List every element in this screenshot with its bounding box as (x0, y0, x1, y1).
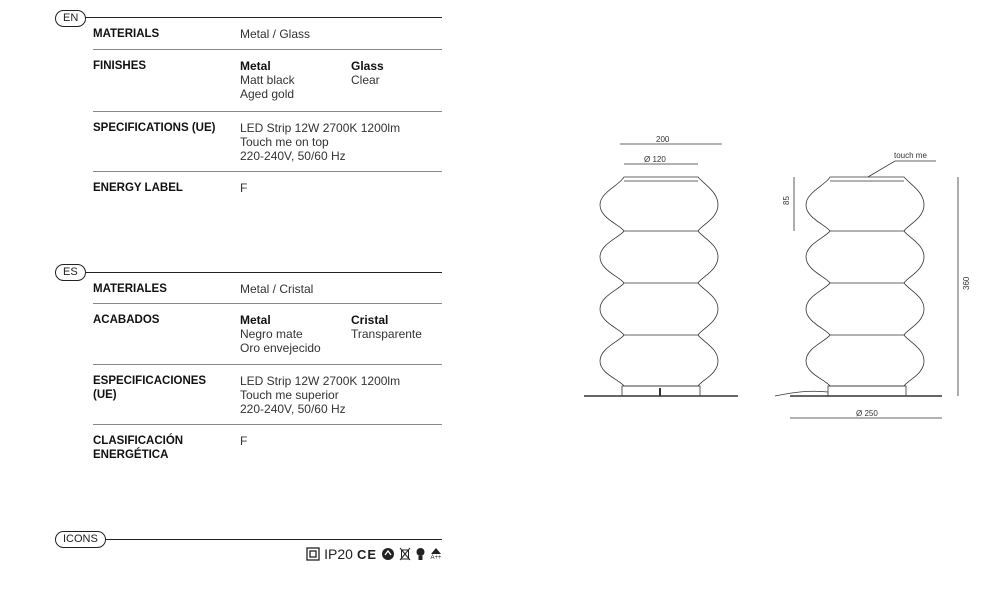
acabados-col-metal (240, 313, 321, 355)
section-icons (55, 531, 442, 571)
finish-title-glass: Glass (351, 59, 384, 73)
spec-line: 220-240V, 50/60 Hz (240, 149, 346, 163)
finish-item: Oro envejecido (240, 341, 321, 355)
acabados-col-cristal (351, 313, 422, 341)
led-bulb-icon (415, 547, 426, 561)
row-specifications (93, 121, 442, 172)
finish-title-cristal: Cristal (351, 313, 389, 327)
specifications-label: SPECIFICATIONS (UE) (93, 122, 216, 134)
total-height-label: 360 (962, 276, 971, 290)
finishes-col-glass (351, 59, 384, 87)
section-en (55, 10, 442, 210)
spec-line: LED Strip 12W 2700K 1200lm (240, 121, 401, 135)
row-energy-label (93, 181, 442, 201)
especificaciones-label (93, 374, 233, 402)
energy-label-label: ENERGY LABEL (93, 182, 183, 194)
specifications-value (240, 121, 400, 163)
icons-tag: ICONS (55, 531, 106, 548)
touch-me-leader (868, 161, 936, 177)
finish-item: Matt black (240, 73, 295, 87)
section-es (55, 264, 442, 474)
row-clasificacion (93, 434, 442, 466)
finishes-col-metal (240, 59, 295, 101)
label-line: CLASIFICACIÓN (93, 435, 184, 447)
row-especificaciones (93, 374, 442, 425)
spec-line: Touch me on top (240, 135, 329, 149)
energy-class-text: A++ (430, 554, 442, 561)
lamp-side-view (775, 177, 942, 396)
row-finishes (93, 59, 442, 112)
materiales-label: MATERIALES (93, 283, 167, 295)
section-divider (75, 17, 442, 18)
technical-drawing (580, 130, 970, 430)
finish-item: Transparente (351, 327, 422, 341)
touch-me-label: touch me (894, 151, 927, 160)
label-line: ENERGÉTICA (93, 449, 169, 461)
label-line: (UE) (93, 389, 117, 401)
materials-label: MATERIALS (93, 28, 160, 40)
finish-item: Clear (351, 73, 380, 87)
recycle-icon (381, 547, 395, 561)
acabados-label: ACABADOS (93, 314, 160, 326)
finishes-label: FINISHES (93, 60, 147, 72)
row-acabados (93, 313, 442, 365)
row-materiales (93, 282, 442, 304)
especificaciones-value (240, 374, 400, 416)
row-materials (93, 27, 442, 50)
top-height-label: 85 (782, 196, 791, 205)
double-insulation-icon (306, 547, 320, 561)
spec-line: LED Strip 12W 2700K 1200lm (240, 374, 401, 388)
materials-value: Metal / Glass (240, 27, 311, 41)
spec-line: Touch me superior (240, 388, 339, 402)
ip20-text: IP20 (324, 546, 353, 562)
language-tag-es: ES (55, 264, 86, 281)
finish-item: Negro mate (240, 327, 303, 341)
spec-line: 220-240V, 50/60 Hz (240, 402, 346, 416)
section-divider (75, 272, 442, 273)
energy-label-value: F (240, 181, 248, 195)
energy-class-icon (430, 547, 442, 562)
ce-mark-icon: CE (356, 546, 377, 562)
label-line: ESPECIFICACIONES (93, 375, 207, 387)
language-tag-en: EN (55, 10, 86, 27)
lamp-front-view (584, 177, 738, 396)
certification-icons (306, 546, 442, 562)
weee-bin-icon (399, 547, 411, 561)
finish-title-metal: Metal (240, 59, 271, 73)
materiales-value: Metal / Cristal (240, 282, 314, 296)
clasificacion-label (93, 434, 233, 462)
section-divider (75, 539, 442, 540)
top-diameter-label: Ø 120 (644, 155, 666, 164)
clasificacion-value: F (240, 434, 248, 448)
width-dimension-label: 200 (656, 135, 670, 144)
finish-title-metal: Metal (240, 313, 271, 327)
finish-item: Aged gold (240, 87, 295, 101)
base-diameter-label: Ø 250 (856, 409, 878, 418)
